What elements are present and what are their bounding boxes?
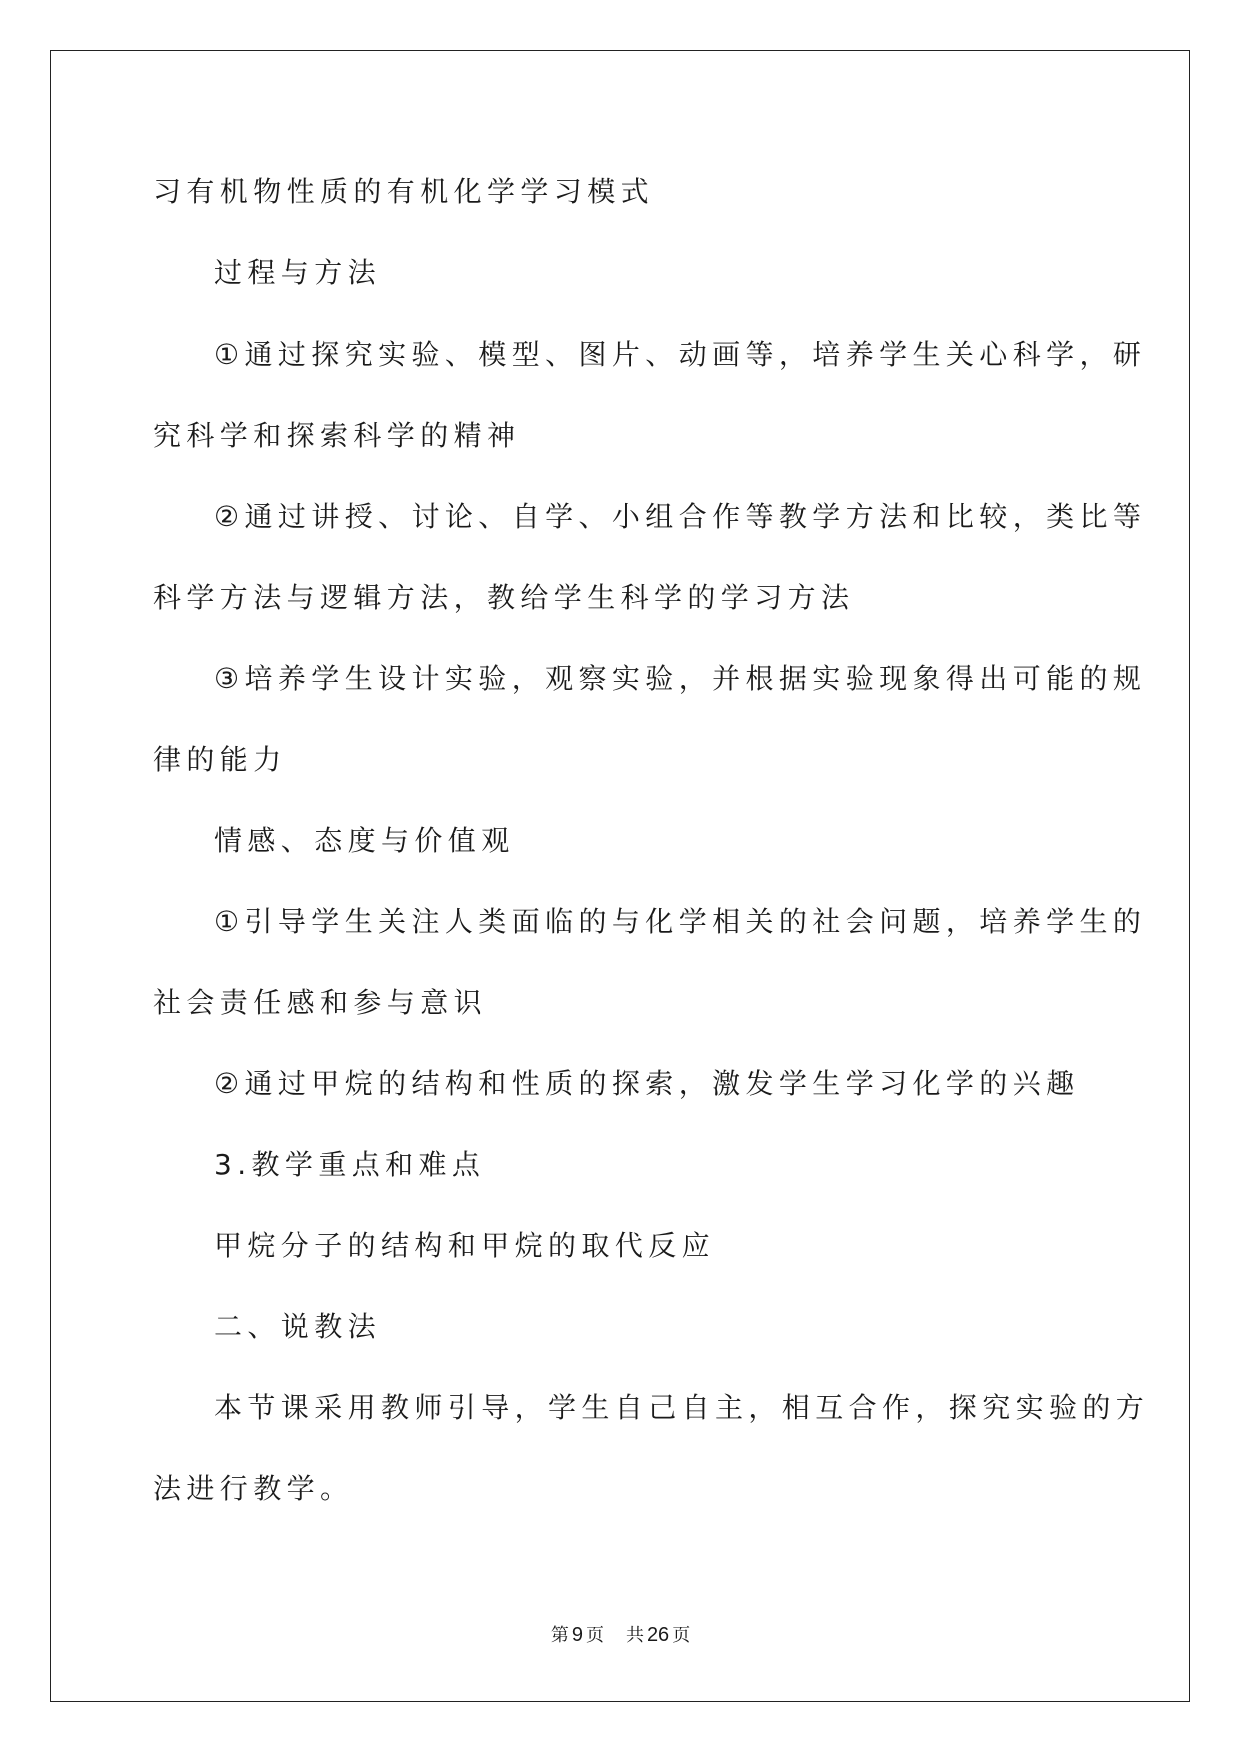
footer-total-suffix: 页: [672, 1625, 691, 1646]
heading-teaching-method: 二、说教法: [214, 1310, 382, 1343]
footer-total-pages: 26: [646, 1624, 670, 1646]
text-line-item-3-cont: 律的能力: [153, 743, 287, 776]
text-line-continuation: 习有机物性质的有机化学学习模式: [153, 175, 655, 208]
footer-page-number: 9: [571, 1624, 583, 1646]
text-line-key-points: 甲烷分子的结构和甲烷的取代反应: [214, 1229, 716, 1262]
text-line-item-1: ①通过探究实验、模型、图片、动画等，培养学生关心科学，研: [214, 338, 1147, 371]
text-line-emotion-2: ②通过甲烷的结构和性质的探索，激发学生学习化学的兴趣: [214, 1067, 1080, 1100]
text-line-item-3: ③培养学生设计实验，观察实验，并根据实验现象得出可能的规: [214, 662, 1147, 695]
text-line-method: 本节课采用教师引导，学生自己自主，相互合作，探究实验的方: [214, 1391, 1150, 1424]
text-line-item-2-cont: 科学方法与逻辑方法，教给学生科学的学习方法: [153, 581, 855, 614]
page-footer: [0, 1621, 1241, 1647]
footer-page-suffix: 页: [585, 1625, 604, 1646]
footer-total-prefix: 共: [625, 1625, 644, 1646]
text-line-item-2: ②通过讲授、讨论、自学、小组合作等教学方法和比较，类比等: [214, 500, 1147, 533]
heading-key-points: 3.教学重点和难点: [214, 1148, 486, 1181]
heading-emotion-attitude-values: 情感、态度与价值观: [214, 824, 515, 857]
text-line-emotion-1: ①引导学生关注人类面临的与化学相关的社会问题，培养学生的: [214, 905, 1147, 938]
footer-page-prefix: 第: [550, 1625, 569, 1646]
heading-process-method: 过程与方法: [214, 256, 382, 289]
text-line-method-cont: 法进行教学。: [153, 1472, 354, 1505]
page-border: [50, 50, 1190, 1702]
text-line-emotion-1-cont: 社会责任感和参与意识: [153, 986, 488, 1019]
text-line-item-1-cont: 究科学和探索科学的精神: [153, 419, 521, 452]
